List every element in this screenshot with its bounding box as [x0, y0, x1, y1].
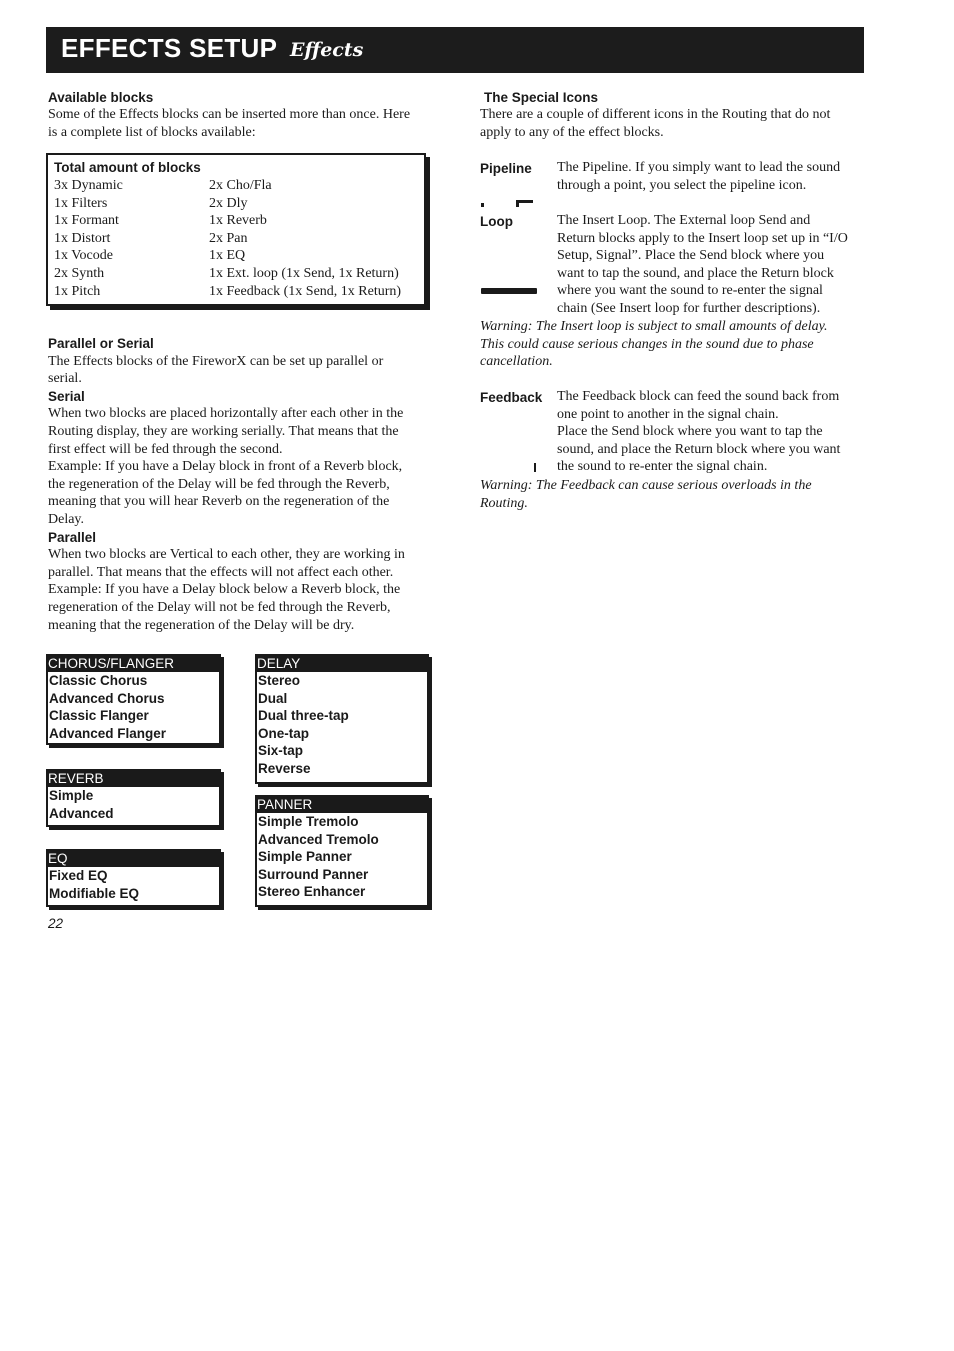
text-line: Warning: The Insert loop is subject to small amounts of delay. [480, 319, 828, 334]
list-item: Simple [49, 788, 94, 803]
text-line: Place the Send block where you want to tap the [557, 424, 823, 440]
total-blocks-title: Total amount of blocks [54, 160, 201, 175]
text-line: the sound to re-enter the signal chain. [557, 459, 768, 475]
reverb-title: REVERB [48, 771, 219, 787]
list-item: Advanced Tremolo [258, 831, 379, 847]
text-line: one point to another in the signal chain. [557, 406, 779, 422]
list-item: Dual [258, 690, 288, 706]
serial-heading: Serial [48, 388, 85, 404]
text-line: Example: If you have a Delay block in front of a Reverb block, [48, 459, 403, 475]
special-icons-text [480, 106, 830, 141]
panner-box [255, 795, 429, 907]
total-blocks-table [46, 153, 426, 306]
panner-title: PANNER [257, 797, 427, 813]
text-line: parallel. That means that the effects will not affect each other. [48, 564, 394, 580]
text-line: The Insert Loop. The External loop Send and [557, 213, 811, 228]
text-line: When two blocks are placed horizontally after each other in the [48, 406, 404, 422]
available-blocks-text [48, 106, 410, 141]
text-line: Some of the Effects blocks can be inserted more than once. Here [48, 107, 411, 122]
table-cell: 1x Formant [54, 213, 119, 229]
feedback-text [557, 388, 840, 476]
table-cell: 1x Feedback (1x Send, 1x Return) [209, 283, 402, 299]
list-item: Dual three-tap [258, 708, 349, 724]
text-line: want to tap the sound, and place the Return block [557, 265, 834, 281]
feedback-warning [480, 477, 812, 512]
list-item: Simple Panner [258, 849, 352, 865]
text-line: The Effects blocks of the FireworX can be set up parallel or [48, 353, 384, 369]
reverb-box [46, 769, 221, 827]
text-line: apply to any of the effect blocks. [480, 124, 664, 140]
pipeline-icon [480, 200, 536, 208]
table-cell: 2x Pan [209, 230, 248, 246]
list-item: One-tap [258, 725, 310, 741]
text-line: first effect will be fed through the second. [48, 441, 283, 457]
table-cell: 1x EQ [209, 248, 246, 264]
table-cell: 1x Reverb [209, 213, 267, 229]
list-item: Reverse [258, 760, 311, 776]
table-cell: 1x Distort [54, 230, 111, 246]
text-line: cancellation. [480, 354, 553, 370]
list-item: Advanced Chorus [49, 690, 165, 706]
feedback-label: Feedback [480, 390, 543, 405]
insert-loop-icon [480, 287, 538, 296]
page-subtitle: Effects [290, 39, 364, 61]
list-item: Classic Chorus [49, 673, 148, 688]
text-line: Warning: The Feedback can cause serious overloads in the [480, 478, 812, 493]
table-cell: 1x Vocode [54, 248, 113, 264]
delay-box [255, 654, 429, 784]
text-line: where you want the sound to re-enter the signal [557, 283, 823, 299]
total-blocks-col-b [209, 177, 401, 300]
available-blocks-heading: Available blocks [48, 90, 154, 105]
text-line: The Feedback block can feed the sound back from [557, 389, 840, 404]
text-line: meaning that the regeneration of the Delay will be dry. [48, 617, 355, 633]
table-cell: 1x Filters [54, 195, 108, 211]
list-item: Modifiable EQ [49, 885, 140, 901]
table-cell: 2x Cho/Fla [209, 178, 272, 193]
loop-warning [480, 318, 828, 371]
pipeline-label: Pipeline [480, 161, 532, 176]
text-line: Return blocks apply to the Insert loop set up in “I/O [557, 230, 848, 246]
text-line: When two blocks are Vertical to each other, they are working in [48, 547, 405, 563]
table-cell: 2x Dly [209, 195, 248, 211]
list-item: Six-tap [258, 743, 304, 759]
loop-text [557, 212, 848, 318]
text-line: sound, and place the Return block where you want [557, 441, 841, 457]
text-line: Routing. [480, 495, 528, 511]
eq-box [46, 849, 221, 907]
list-item: Stereo Enhancer [258, 884, 366, 900]
special-icons-heading: The Special Icons [484, 90, 599, 105]
text-line: chain (See Insert loop for further descriptions). [557, 300, 821, 316]
serial-text [48, 405, 438, 528]
text-line: serial. [48, 371, 82, 387]
text-line: regeneration of the Delay will not be fed through the Reverb, [48, 599, 391, 615]
list-item: Advanced [49, 805, 114, 821]
total-blocks-col-a [54, 177, 123, 300]
text-line: is a complete list of blocks available: [48, 124, 256, 140]
list-item: Simple Tremolo [258, 814, 359, 829]
text-line: the regeneration of the Delay will be fed through the Reverb, [48, 476, 390, 492]
list-item: Surround Panner [258, 866, 369, 882]
text-line: Setup, Signal”. Place the Send block where you [557, 248, 825, 264]
text-line: meaning that you will hear Reverb on the regeneration of the [48, 494, 390, 510]
text-line: Example: If you have a Delay block below a Reverb block, the [48, 582, 401, 598]
page-number: 22 [48, 916, 64, 931]
text-line: through a point, you select the pipeline icon. [557, 177, 807, 193]
text-line: This could cause serious changes in the sound due to phase [480, 336, 814, 352]
list-item: Advanced Flanger [49, 725, 167, 741]
text-line: There are a couple of different icons in the Routing that do not [480, 107, 831, 122]
table-cell: 1x Pitch [54, 283, 101, 299]
delay-title: DELAY [257, 656, 427, 672]
table-cell: 3x Dynamic [54, 178, 123, 193]
eq-title: EQ [48, 851, 219, 867]
feedback-icon [533, 463, 539, 473]
parallel-serial-heading: Parallel or Serial [48, 336, 154, 351]
table-cell: 1x Ext. loop (1x Send, 1x Return) [209, 265, 399, 281]
chorus-flanger-box [46, 654, 221, 745]
parallel-heading: Parallel [48, 529, 97, 545]
chorus-flanger-title: CHORUS/FLANGER [48, 656, 219, 672]
parallel-serial-section [48, 335, 438, 634]
list-item: Fixed EQ [49, 868, 108, 883]
parallel-text [48, 546, 438, 634]
parallel-serial-text [48, 353, 438, 388]
list-item: Stereo [258, 673, 301, 688]
table-cell: 2x Synth [54, 265, 105, 281]
page-header [46, 27, 864, 73]
text-line: The Pipeline. If you simply want to lead the sound [557, 160, 841, 175]
text-line: Delay. [48, 511, 85, 527]
loop-label: Loop [480, 214, 513, 229]
page-title: EFFECTS SETUP [61, 33, 278, 63]
text-line: Routing display, they are working serially. That means that the [48, 423, 399, 439]
list-item: Classic Flanger [49, 708, 149, 724]
pipeline-text [557, 159, 840, 194]
